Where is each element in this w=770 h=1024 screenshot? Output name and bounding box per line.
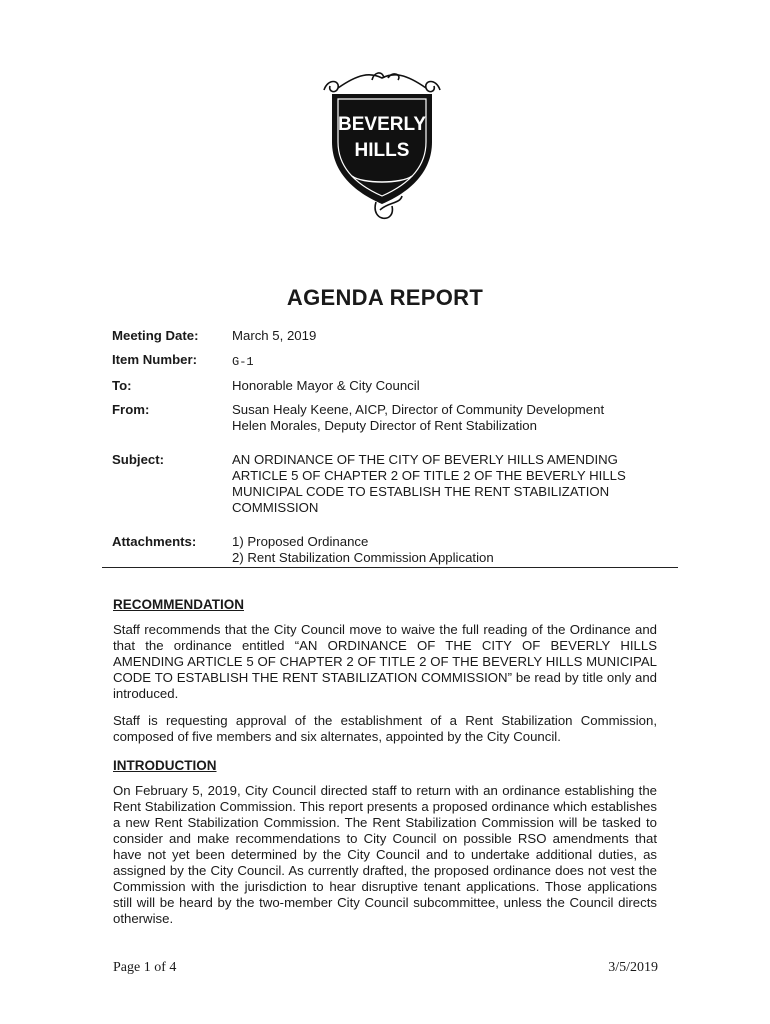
page-number: Page 1 of 4 <box>113 960 177 975</box>
to-label: To: <box>112 378 132 393</box>
page-title: AGENDA REPORT <box>286 285 484 310</box>
meeting-date-value: March 5, 2019 <box>232 328 317 343</box>
section-divider <box>102 567 678 568</box>
subject-value: AN ORDINANCE OF THE CITY OF BEVERLY HILLS AMENDING ARTICLE 5 OF CHAPTER 2 OF TITLE 2 OF THE BEVERLY HILLS MUNICIPAL CODE TO ESTABLISH THE RENT STABILIZATION COMMISSION <box>232 452 626 515</box>
meeting-date-label: Meeting Date: <box>112 328 199 343</box>
from-label: From: <box>112 402 150 417</box>
from-value <box>232 402 682 434</box>
attachment-item: 2) Rent Stabilization Commission Application <box>232 550 494 565</box>
to-value: Honorable Mayor & City Council <box>232 378 420 393</box>
from-line: Helen Morales, Deputy Director of Rent Stabilization <box>232 418 537 433</box>
attachments-list <box>232 534 682 566</box>
recommendation-paragraph: Staff is requesting approval of the establishment of a Rent Stabilization Commission, composed of five members and six alternates, appointed by the City Council. <box>113 713 657 744</box>
svg-text:BEVERLY: BEVERLY <box>338 114 426 135</box>
introduction-paragraph: On February 5, 2019, City Council directed staff to return with an ordinance establishing the Rent Stabilization Commission. This report presents a proposed ordinance which establishes a new Rent Stabilization Commission. The Rent Stabilization Commission will be tasked to consider and make recommendations to City Council on possible RSO amendments that have not yet been determined by the City Council and to undertake additional duties, as assigned by the City Council. As currently drafted, the proposed ordinance does not vest the Commission with the jurisdiction to hear disruptive tenant applications. Those applications still will be heard by the two-member City Council subcommittee, unless the Council directs otherwise. <box>113 783 657 926</box>
beverly-hills-shield-logo <box>318 72 446 222</box>
footer-date: 3/5/2019 <box>608 960 658 975</box>
subject-label: Subject: <box>112 452 165 467</box>
item-number-value: G-1 <box>232 355 254 369</box>
item-number-label: Item Number: <box>112 352 197 367</box>
attachment-item: 1) Proposed Ordinance <box>232 534 369 549</box>
svg-text:HILLS: HILLS <box>354 140 410 161</box>
from-line: Susan Healy Keene, AICP, Director of Community Development <box>232 402 605 417</box>
recommendation-paragraph: Staff recommends that the City Council move to waive the full reading of the Ordinance and that the ordinance entitled “AN ORDINANCE OF THE CITY OF BEVERLY HILLS AMENDING ARTICLE 5 OF CHAPTER 2 OF TITLE 2 OF THE BEVERLY HILLS MUNICIPAL CODE TO ESTABLISH THE RENT STABILIZATION COMMISSION” be read by title only and introduced. <box>113 622 657 701</box>
attachments-label: Attachments: <box>112 534 197 549</box>
recommendation-heading: RECOMMENDATION <box>113 597 244 612</box>
introduction-heading: INTRODUCTION <box>113 758 217 773</box>
